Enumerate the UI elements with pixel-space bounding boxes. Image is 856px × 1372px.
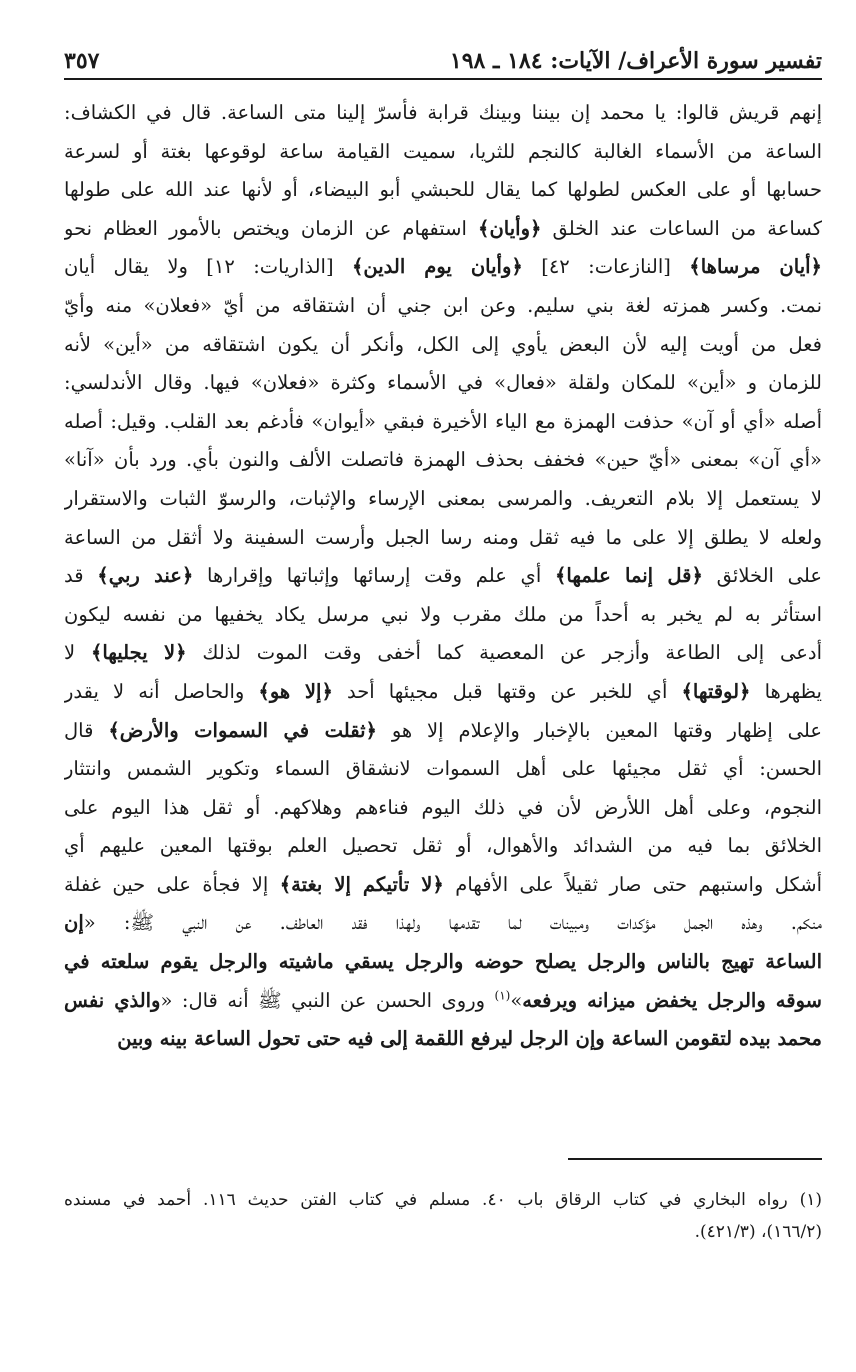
- running-title: تفسير سورة الأعراف/ الآيات: ١٨٤ ـ ١٩٨: [449, 48, 822, 74]
- text-segment: إنهم قريش قالوا: يا محمد إن بيننا وبينك قرابة فأسرّ إلينا متى الساعة. قال في الكشاف:: [64, 101, 822, 124]
- quote-text: سوقه والرجل يخفض ميزانه ويرفعه: [522, 988, 822, 1012]
- quote-text: ﴿وأيان﴾: [478, 216, 542, 240]
- text-line: [64, 1020, 822, 1059]
- text-line: [64, 133, 822, 172]
- text-line: [64, 480, 822, 519]
- text-segment: ولعله لا يطلق إلا على ما فيه ثقل ومنه رسا الجبل وأرست السفينة ولا أثقل من الساعة: [64, 525, 822, 549]
- text-segment: [النازعات: ٤٢]: [522, 255, 690, 279]
- quote-text: ﴿لا يجليها﴾: [90, 641, 187, 665]
- quote-text: ﴿عند ربي﴾: [97, 564, 194, 588]
- text-line: [64, 364, 822, 403]
- text-segment: للزمان و «أين» للمكان ولقلة «فعال» في الأسماء وكثرة «فعلان» فيها. وقال الأندلسي:: [64, 371, 822, 395]
- text-segment: نمت. وكسر همزته لغة بني سليم. وعن ابن جني أن اشتقاقه من أيّ «فعلان» منه وأيّ: [64, 293, 822, 317]
- text-segment: على إظهار وقتها المعين بالإخبار والإعلام إلا هو: [376, 718, 822, 742]
- text-line: [64, 557, 822, 596]
- text-line: [64, 634, 822, 673]
- page-number: ٣٥٧: [64, 48, 100, 74]
- text-segment: وروى الحسن عن النبي ﷺ أنه قال: «: [160, 988, 495, 1012]
- text-line: [64, 519, 822, 558]
- quote-text: ﴿لا تأتيكم إلا بغتة﴾: [279, 872, 444, 896]
- text-line: [64, 441, 822, 480]
- text-line: [64, 982, 822, 1021]
- text-segment: «أي آن» بمعنى «أيّ حين» فخفف بحذف الهمزة فاتصلت الألف والنون بأي. ورد بأن «آنا»: [64, 448, 822, 472]
- text-segment: أشكل واستبهم حتى صار ثقيلاً على الأفهام: [443, 872, 822, 896]
- footnotes: [64, 1184, 822, 1248]
- text-segment: والحاصل أنه لا يقدر: [64, 679, 259, 703]
- quote-text: ﴿لوقتها﴾: [681, 679, 751, 703]
- text-segment: أي للخبر عن وقتها قبل مجيئها أحد: [332, 679, 682, 703]
- text-segment: قد: [64, 564, 98, 588]
- quote-text: والذي نفس: [64, 988, 161, 1012]
- text-line: [64, 750, 822, 789]
- text-line: [64, 171, 822, 210]
- text-segment: فعل من أويت إليه لأن البعض يأوي إلى الكل، وأنكر أن يكون اشتقاقه من «أين» لأنه: [64, 332, 822, 356]
- text-line: [64, 866, 822, 905]
- footnote-divider: [568, 1158, 822, 1160]
- quote-text: الساعة تهيج بالناس والرجل يصلح حوضه والرجل يسقي ماشيته والرجل يقوم سلعته في: [64, 950, 822, 974]
- footnote-line: (١) رواه البخاري في كتاب الرقاق باب ٤٠. مسلم في كتاب الفتن حديث ١١٦. أحمد في مسنده: [64, 1190, 822, 1210]
- text-line: [64, 210, 822, 249]
- quote-text: ﴿قل إنما علمها﴾: [554, 564, 703, 588]
- text-segment: استفهام عن الزمان ويختص بالأمور العظام نحو: [64, 216, 479, 240]
- text-segment: كساعة من الساعات عند الخلق: [541, 216, 822, 240]
- text-segment: الخلائق بما فيه من الشدائد والأهوال، أو ثقل تحصيل العلم بوقتها المعين عليهم أي: [64, 834, 822, 858]
- text-segment: استأثر به لم يخبر به أحداً من ملك مقرب ولا نبي مرسل يكاد يخفيها من نفسه ليكون: [64, 602, 822, 626]
- page-header: [64, 40, 822, 80]
- text-line: [64, 326, 822, 365]
- text-line: [64, 904, 822, 943]
- text-segment: »: [510, 988, 523, 1012]
- text-line: [64, 248, 822, 287]
- text-line: [64, 287, 822, 326]
- text-segment: الساعة من الأسماء الغالبة كالنجم للثريا، سميت القيامة ساعة لوقوعها بغتة أو لسرعة: [64, 139, 822, 163]
- text-segment: حسابها أو على العكس لطولها كما يقال للحبشي أبو البيضاء، أو لأنها عند الله على طولها: [64, 178, 822, 202]
- text-segment: قال: [64, 718, 109, 742]
- text-line: [64, 673, 822, 712]
- quote-text: ﴿ثقلت في السموات والأرض﴾: [108, 718, 377, 742]
- text-segment: أي علم وقت إرسائها وإثباتها وإقرارها: [193, 564, 555, 588]
- quote-text: محمد بيده لتقومن الساعة وإن الرجل ليرفع اللقمة إلى فيه حتى تحول الساعة بينه وبين: [117, 1027, 822, 1051]
- text-segment: منكم. وهذه الجمل مؤكدات ومبينات لما تقدمها ولهذا فقد العاطف. عن النبي ﷺ: «: [83, 911, 822, 935]
- text-line: [64, 596, 822, 635]
- text-segment: لا يستعمل إلا بلام التعريف. والمرسى بمعنى الإرساء والإثبات، والرسوّ الثبات والاستقرار: [64, 486, 822, 510]
- text-line: [64, 403, 822, 442]
- main-text: [64, 94, 822, 1059]
- text-segment: لا: [64, 641, 91, 665]
- text-segment: يظهرها: [750, 679, 822, 703]
- text-segment: أصله «أي أو آن» حذفت الهمزة مع الياء الأخيرة فبقي «أيوان» فأدغم بعد القلب. وقيل: أصله: [64, 409, 822, 433]
- text-segment: أدعى إلى الطاعة وأزجر عن المعصية كما أخفى وقت الموت لذلك: [186, 641, 822, 665]
- quote-text: ﴿إلا هو﴾: [258, 679, 333, 703]
- text-line: [64, 943, 822, 982]
- text-line: [64, 789, 822, 828]
- quote-text: ﴿أيان مرساها﴾: [689, 255, 822, 279]
- text-segment: على الخلائق: [702, 564, 822, 588]
- text-segment: إلا فجأة على حين غفلة: [64, 872, 280, 896]
- text-line: [64, 712, 822, 751]
- text-segment: الحسن: أي ثقل مجيئها على أهل السموات لانشقاق السماء وتكوير الشمس وانتثار: [64, 757, 822, 781]
- text-segment: [الذاريات: ١٢] ولا يقال أيان: [64, 255, 352, 279]
- text-line: [64, 827, 822, 866]
- footnote-line: (١٦٦/٢)، (٤٢١/٣).: [694, 1222, 822, 1242]
- quote-text: ﴿وأيان يوم الدين﴾: [351, 255, 523, 279]
- text-line: [64, 94, 822, 133]
- footnote-marker: (١): [494, 988, 511, 1003]
- quote-text: إن: [64, 911, 84, 935]
- text-segment: النجوم، وعلى أهل اللأرض لأن في ذلك اليوم فناءهم وهلاكهم. أو ثقل هذا اليوم على: [64, 795, 822, 819]
